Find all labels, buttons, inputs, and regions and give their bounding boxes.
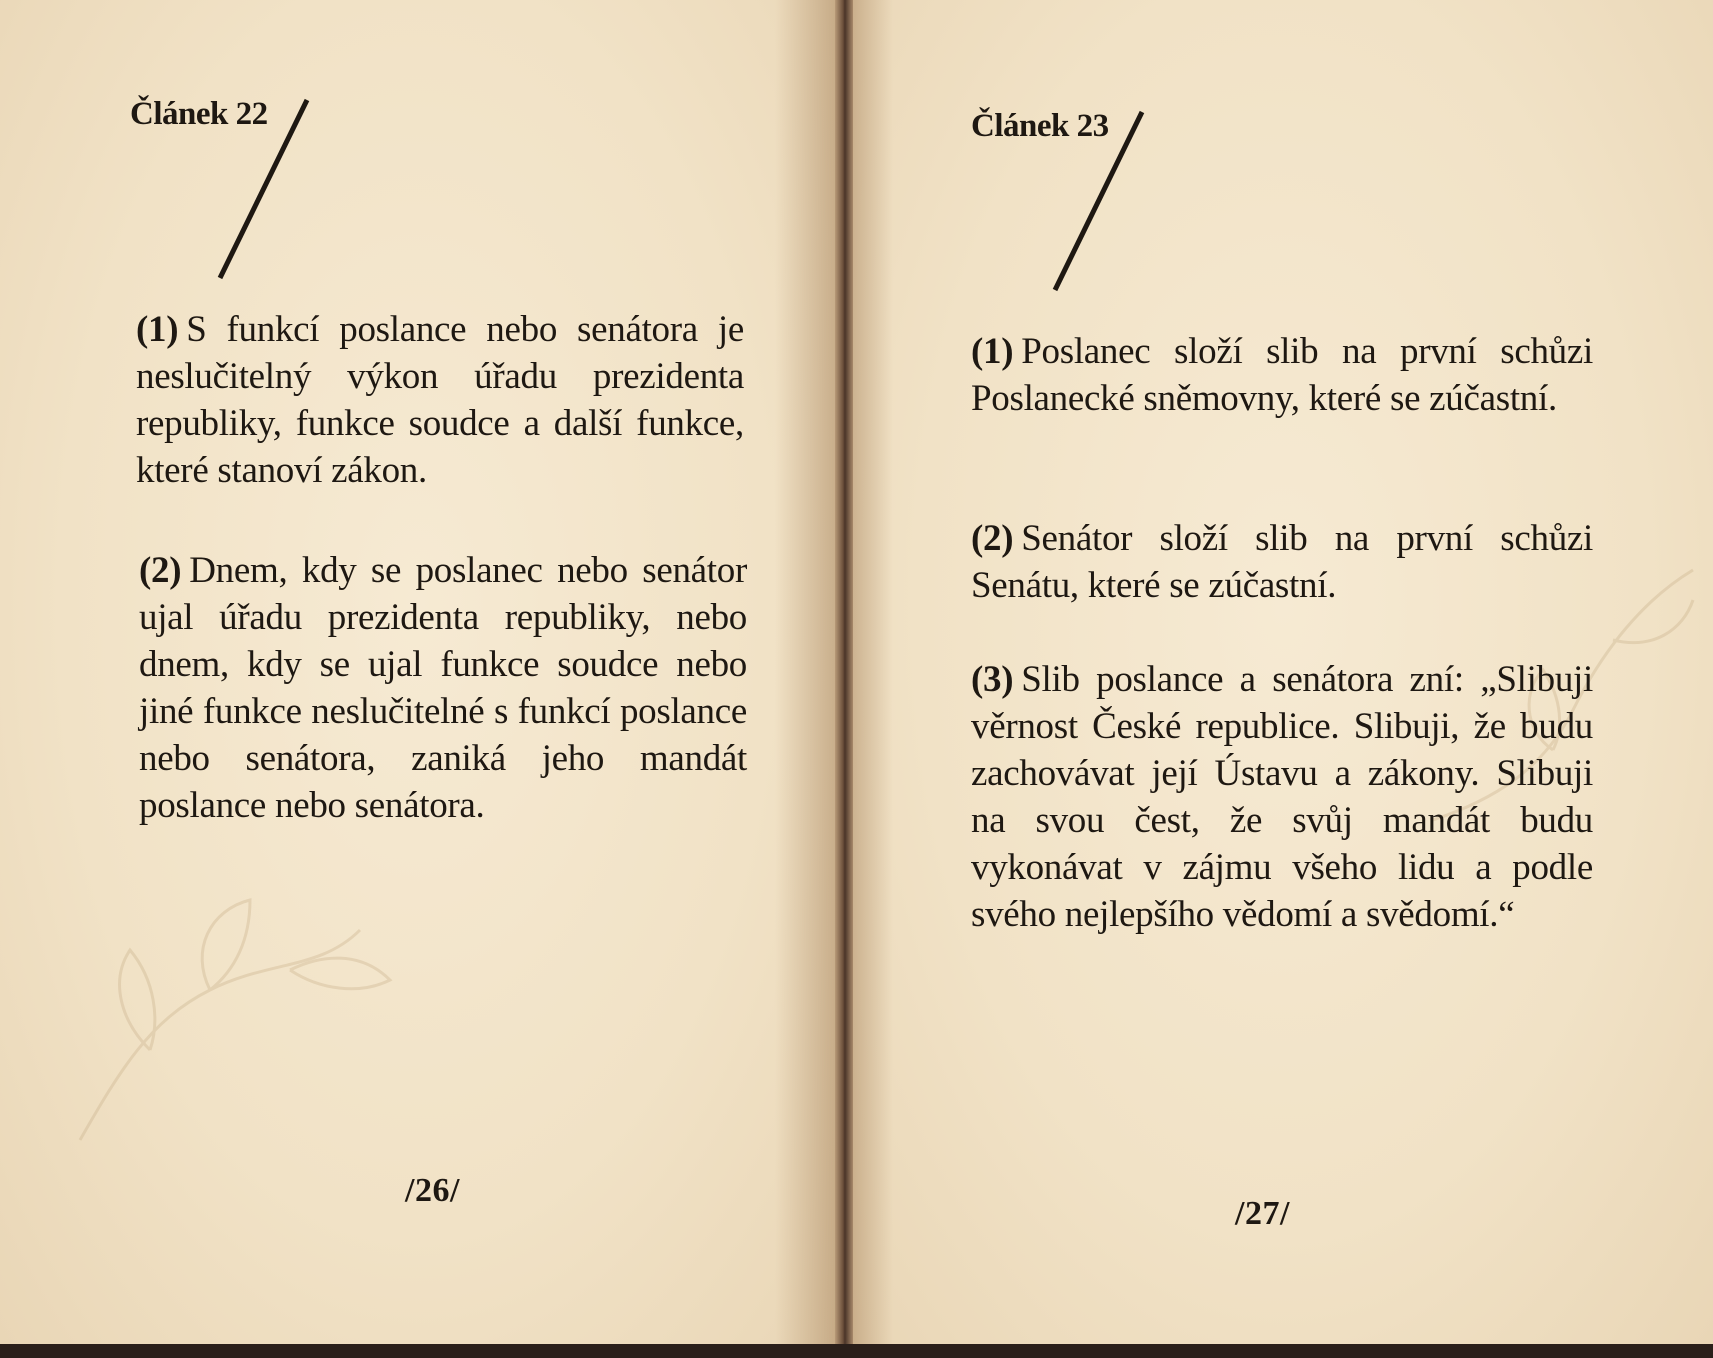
- paragraph-3: [971, 656, 1593, 938]
- paragraph-number: (2): [971, 518, 1014, 559]
- paragraph-text: Dnem, kdy se poslanec nebo senátor ujal úřadu prezidenta republiky, nebo dnem, kdy se ujal funkce soudce nebo jiné funkce neslučitelné s funkcí poslance nebo senátora, zaniká jeho mandát poslance nebo senátora.: [139, 550, 747, 826]
- paragraph-text: Poslanec složí slib na první schůzi Poslanecké sněmovny, které se zúčastní.: [971, 331, 1593, 419]
- slash-ornament-icon: [215, 98, 315, 283]
- floral-watermark-icon: [60, 820, 420, 1150]
- paragraph-1: [136, 306, 744, 494]
- article-heading: Článek 23: [971, 108, 1109, 144]
- page-number: /26/: [405, 1172, 460, 1209]
- paragraph-number: (1): [136, 309, 179, 350]
- book-gutter: [835, 0, 853, 1344]
- article-heading: Článek 22: [130, 96, 268, 132]
- right-page: [853, 0, 1713, 1344]
- page-shadow: [775, 0, 835, 1344]
- slash-ornament-icon: [1050, 110, 1150, 295]
- left-page: [0, 0, 835, 1344]
- page-shadow: [853, 0, 893, 1344]
- paragraph-2: [139, 547, 747, 829]
- paragraph-text: S funkcí poslance nebo senátora je neslučitelný výkon úřadu prezidenta republiky, funkce soudce a další funkce, které stanoví zákon.: [136, 309, 744, 491]
- paragraph-text: Senátor složí slib na první schůzi Senátu, které se zúčastní.: [971, 518, 1593, 606]
- paragraph-text: Slib poslance a senátora zní: „Slibuji věrnost České republice. Slibuji, že budu zachovávat její Ústavu a zákony. Slibuji na svou čest, že svůj mandát budu vykonávat v zájmu všeho lidu a podle svého nejlepšího vědomí a svědomí.“: [971, 659, 1593, 935]
- paragraph-1: [971, 328, 1593, 422]
- page-number: /27/: [1235, 1195, 1290, 1232]
- paragraph-2: [971, 515, 1593, 609]
- paragraph-number: (2): [139, 550, 182, 591]
- book-bottom-edge: [0, 1344, 1713, 1358]
- paragraph-number: (3): [971, 659, 1014, 700]
- paragraph-number: (1): [971, 331, 1014, 372]
